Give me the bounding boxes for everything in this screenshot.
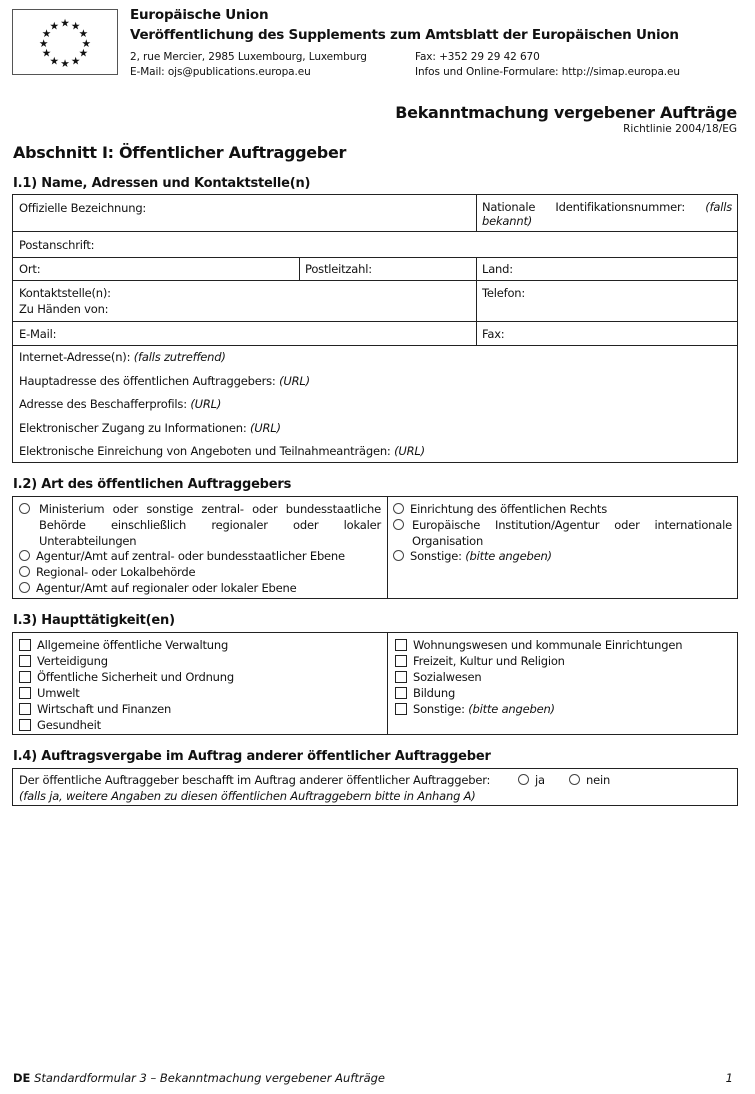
url-note: (URL) <box>394 444 425 458</box>
radio-icon[interactable] <box>393 503 404 514</box>
url-note: (URL) <box>249 421 281 435</box>
radio-option-other[interactable] <box>393 548 552 564</box>
option-label: Einrichtung des öffentlichen Rechts <box>410 502 608 516</box>
postal-address-field[interactable]: Postanschrift: <box>19 238 95 252</box>
svg-text:★: ★ <box>38 36 49 50</box>
option-label: Verteidigung <box>37 654 108 668</box>
checkbox-icon[interactable] <box>395 655 407 667</box>
page-number: 1 <box>725 1071 733 1085</box>
electronic-submission-url-field[interactable] <box>19 444 425 458</box>
internet-label: Internet-Adresse(n): <box>19 350 131 364</box>
official-name-field[interactable]: Offizielle Bezeichnung: <box>19 201 147 215</box>
checkbox-social-protection[interactable] <box>395 669 481 685</box>
electronic-submission-label: Elektronische Einreichung von Angeboten und Teilnahmeanträgen: <box>19 444 391 458</box>
option-label: Agentur/Amt auf zentral- oder bundesstaatlicher Ebene <box>36 549 345 563</box>
checkbox-icon[interactable] <box>395 703 407 715</box>
electronic-access-label: Elektronischer Zugang zu Informationen: <box>19 421 247 435</box>
specify-note: (bitte angeben) <box>468 702 555 716</box>
language-code: DE <box>13 1071 31 1085</box>
authority-type-box <box>12 496 738 599</box>
behalf-purchase-box <box>12 768 738 806</box>
svg-text:★: ★ <box>60 57 70 71</box>
checkbox-icon[interactable] <box>395 639 407 651</box>
main-address-label: Hauptadresse des öffentlichen Auftraggebers: <box>19 374 276 388</box>
electronic-access-url-field[interactable] <box>19 421 281 435</box>
checkbox-other[interactable] <box>395 701 555 717</box>
page-footer <box>13 1071 385 1085</box>
main-activity-box <box>12 632 738 735</box>
checkbox-economic-financial[interactable] <box>19 701 171 717</box>
svg-text:★: ★ <box>41 27 52 41</box>
option-label: Wirtschaft und Finanzen <box>37 702 172 716</box>
behalf-note: (falls ja, weitere Angaben zu diesen öffentlichen Auftraggebern bitte in Anhang A) <box>19 789 476 803</box>
email-field[interactable]: E-Mail: <box>19 327 57 341</box>
internet-addresses-label <box>19 350 226 364</box>
radio-option-european-institution[interactable] <box>393 517 410 533</box>
fax-field[interactable]: Fax: <box>482 327 505 341</box>
svg-text:★: ★ <box>70 54 81 68</box>
main-address-url-field[interactable] <box>19 374 310 388</box>
url-note: (URL) <box>279 374 310 388</box>
radio-icon[interactable] <box>19 582 30 593</box>
radio-icon[interactable] <box>393 550 404 561</box>
internet-note: (falls zutreffend) <box>133 350 226 364</box>
radio-yes[interactable] <box>518 772 545 788</box>
checkbox-defence[interactable] <box>19 653 108 669</box>
checkbox-icon[interactable] <box>19 687 31 699</box>
svg-text:★: ★ <box>49 19 60 33</box>
national-id-label: Nationale Identifikationsnummer: <box>482 200 685 214</box>
buyer-profile-url-field[interactable] <box>19 397 221 411</box>
postal-address: 2, rue Mercier, 2985 Luxembourg, Luxemburg <box>130 51 367 63</box>
checkbox-public-order[interactable] <box>19 669 234 685</box>
radio-option-ministry[interactable] <box>19 501 36 517</box>
national-id-field[interactable] <box>482 200 732 228</box>
option-european-institution-label: Europäische Institution/Agentur oder internationale Organisation <box>412 518 732 548</box>
option-label: Umwelt <box>37 686 80 700</box>
radio-icon[interactable] <box>569 774 580 785</box>
checkbox-environment[interactable] <box>19 685 80 701</box>
svg-text:★: ★ <box>41 46 52 60</box>
attention-field[interactable]: Zu Händen von: <box>19 302 109 316</box>
info-link[interactable]: Infos und Online-Formulare: http://simap.europa.eu <box>415 66 680 78</box>
checkbox-housing[interactable] <box>395 637 682 653</box>
radio-option-regional-agency[interactable] <box>19 580 296 596</box>
contact-details-table <box>12 194 738 463</box>
option-label: Freizeit, Kultur und Religion <box>413 654 565 668</box>
svg-text:★: ★ <box>70 19 81 33</box>
town-field[interactable]: Ort: <box>19 262 41 276</box>
option-label: Wohnungswesen und kommunale Einrichtungen <box>413 638 683 652</box>
section-title: Abschnitt I: Öffentlicher Auftraggeber <box>13 143 347 162</box>
radio-icon[interactable] <box>19 566 30 577</box>
publication-name: Veröffentlichung des Supplements zum Amtsblatt der Europäischen Union <box>130 27 679 43</box>
country-field[interactable]: Land: <box>482 262 513 276</box>
buyer-profile-label: Adresse des Beschafferprofils: <box>19 397 187 411</box>
option-label: Öffentliche Sicherheit und Ordnung <box>37 670 234 684</box>
no-label: nein <box>586 773 611 787</box>
form-name: Standardformular 3 – Bekanntmachung vergebener Aufträge <box>34 1071 386 1085</box>
yes-label: ja <box>535 773 545 787</box>
option-label: Allgemeine öffentliche Verwaltung <box>37 638 229 652</box>
radio-option-regional-authority[interactable] <box>19 564 195 580</box>
option-label: Sonstige: <box>413 702 465 716</box>
subsection-title-1-3: I.3) Haupttätigkeit(en) <box>13 613 175 628</box>
contact-points-field[interactable]: Kontaktstelle(n): <box>19 286 111 300</box>
eu-stars-icon <box>13 10 117 74</box>
subsection-title-1-1: I.1) Name, Adressen und Kontaktstelle(n) <box>13 176 311 191</box>
radio-icon[interactable] <box>19 503 30 514</box>
checkbox-icon[interactable] <box>19 639 31 651</box>
behalf-question: Der öffentliche Auftraggeber beschafft im Auftrag anderer öffentlicher Auftraggeber: <box>19 773 491 787</box>
svg-text:★: ★ <box>49 54 60 68</box>
radio-icon[interactable] <box>393 519 404 530</box>
radio-icon[interactable] <box>518 774 529 785</box>
document-directive: Richtlinie 2004/18/EG <box>623 123 737 135</box>
subsection-title-1-4: I.4) Auftragsvergabe im Auftrag anderer öffentlicher Auftraggeber <box>13 749 491 764</box>
checkbox-icon[interactable] <box>19 703 31 715</box>
option-label: Agentur/Amt auf regionaler oder lokaler Ebene <box>36 581 297 595</box>
option-label: Sonstige: <box>410 549 462 563</box>
telephone-field[interactable]: Telefon: <box>482 286 526 300</box>
postal-code-field[interactable]: Postleitzahl: <box>305 262 372 276</box>
specify-note: (bitte angeben) <box>465 549 552 563</box>
subsection-title-1-2: I.2) Art des öffentlichen Auftraggebers <box>13 477 292 492</box>
option-ministry-label: Ministerium oder sonstige zentral- oder bundesstaatliche Behörde einschließlich regionaler oder lokaler Unterabteilungen <box>39 502 381 548</box>
checkbox-icon[interactable] <box>19 719 31 731</box>
radio-option-national-agency[interactable] <box>19 548 345 564</box>
checkbox-recreation[interactable] <box>395 653 565 669</box>
radio-no[interactable] <box>569 772 610 788</box>
svg-text:★: ★ <box>60 16 70 30</box>
radio-option-public-law-body[interactable] <box>393 501 607 517</box>
option-label: Gesundheit <box>37 718 101 732</box>
svg-text:★: ★ <box>81 36 92 50</box>
checkbox-general-administration[interactable] <box>19 637 228 653</box>
contact-fax: Fax: +352 29 29 42 670 <box>415 51 540 63</box>
national-id-note: (falls bekannt) <box>482 200 732 228</box>
eu-flag-icon <box>12 9 118 75</box>
option-label: Regional- oder Lokalbehörde <box>36 565 196 579</box>
contact-email: E-Mail: ojs@publications.europa.eu <box>130 66 311 78</box>
institution-name: Europäische Union <box>130 7 269 23</box>
radio-icon[interactable] <box>19 550 30 561</box>
checkbox-education[interactable] <box>395 685 455 701</box>
checkbox-icon[interactable] <box>19 655 31 667</box>
svg-text:★: ★ <box>78 27 89 41</box>
document-title: Bekanntmachung vergebener Aufträge <box>395 103 737 122</box>
option-label: Bildung <box>413 686 456 700</box>
option-label: Sozialwesen <box>413 670 482 684</box>
checkbox-icon[interactable] <box>395 671 407 683</box>
checkbox-icon[interactable] <box>395 687 407 699</box>
svg-text:★: ★ <box>78 46 89 60</box>
checkbox-icon[interactable] <box>19 671 31 683</box>
url-note: (URL) <box>190 397 222 411</box>
checkbox-health[interactable] <box>19 717 101 733</box>
